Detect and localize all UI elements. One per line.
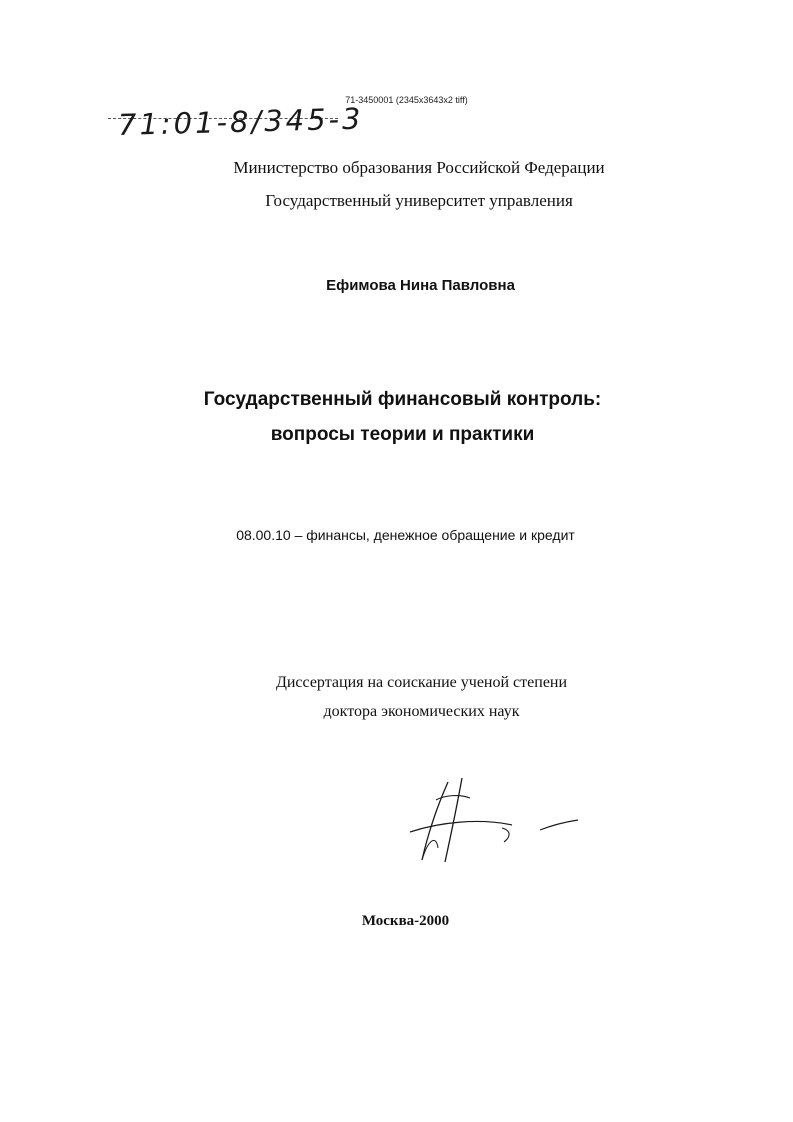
- specialty-code: 08.00.10 – финансы, денежное обращение и кредит: [236, 527, 575, 543]
- university-heading: Государственный университет управления: [265, 191, 573, 210]
- handwritten-shelfmark: 71:01-8/345-3: [117, 101, 364, 142]
- degree-line-2: доктора экономических наук: [323, 703, 520, 720]
- degree-line-1: Диссертация на соискание ученой степени: [275, 674, 568, 691]
- dissertation-title-line-2: вопросы теории и практики: [270, 424, 535, 445]
- author-name: Ефимова Нина Павловна: [326, 277, 515, 294]
- city-year: Москва-2000: [361, 913, 450, 929]
- ministry-heading: Министерство образования Российской Федерации: [233, 158, 605, 177]
- handwritten-signature: [400, 770, 590, 870]
- dissertation-title-line-1: Государственный финансовый контроль:: [203, 389, 602, 410]
- scan-identifier: 71-3450001 (2345x3643x2 tiff): [345, 95, 468, 105]
